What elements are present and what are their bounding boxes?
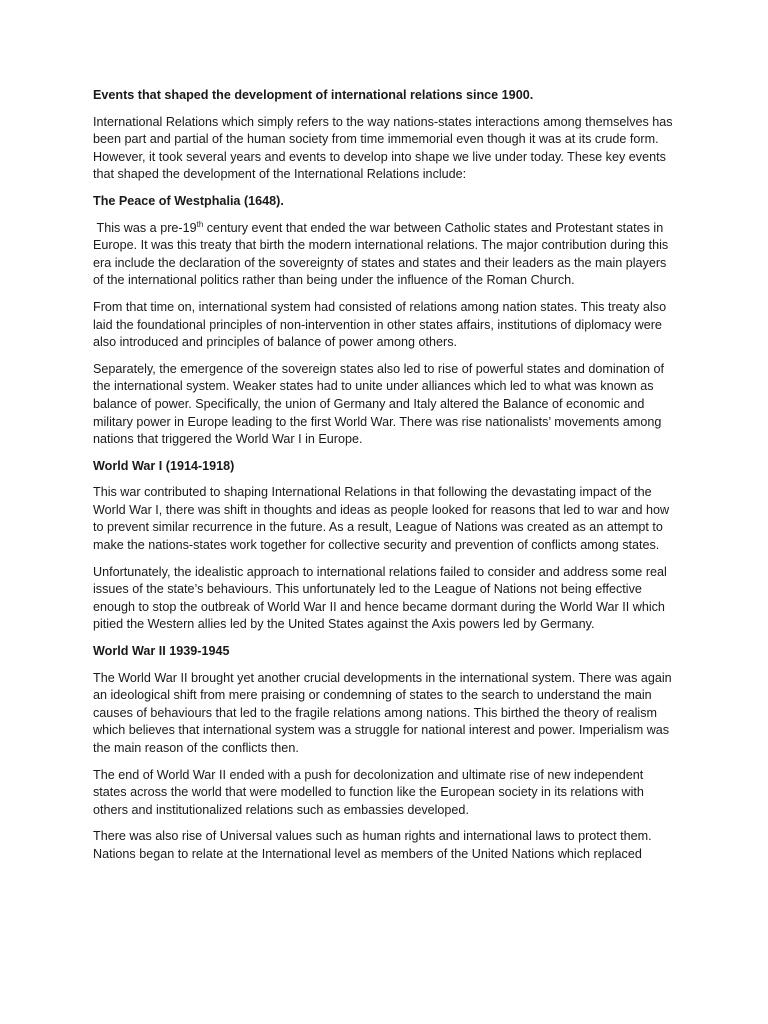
ww1-paragraph-1: This war contributed to shaping International Relations in that following the devastating impact of the World War I, there was shift in thoughts and ideas as people looked for reasons that led to war and how to prevent similar recurrence in the future. As a result, League of Nations was created as an attempt to make the nations-states work together for collective security and prevention of conflicts among states. <box>93 485 670 553</box>
document-title: Events that shaped the development of international relations since 1900. <box>93 88 534 102</box>
section-heading-westphalia: The Peace of Westphalia (1648). <box>93 193 284 208</box>
section-heading-ww1: World War I (1914-1918) <box>93 458 235 473</box>
ww2-paragraph-1: The World War II brought yet another crucial developments in the international system. There was again an ideological shift from mere praising or condemning of states to the search to understand the main causes of behaviours that led to the fragile relations among nations. This birthed the theory of realism which believes that international system was a struggle for national interest and power. Imperialism was the main reason of the conflicts then. <box>93 670 672 755</box>
westphalia-paragraph-2: From that time on, international system had consisted of relations among nation states. This treaty also laid the foundational principles of non-intervention in other states affairs, institutions of diplomacy were also introduced and principles of balance of power among others. <box>93 299 667 350</box>
westphalia-paragraph-1 <box>93 220 677 290</box>
westphalia-text-end: century event that ended the war between Catholic states and Protestant states in Europe. It was this treaty that birth the modern international relations. The major contribution during this era include the declaration of the sovereignty of states and states and their leaders as the main players of the international politics rather than being under the influence of the Roman Church. <box>93 220 669 288</box>
superscript-th: th <box>196 219 204 229</box>
ww1-paragraph-2: Unfortunately, the idealistic approach to international relations failed to consider and address some real issues of the state’s behaviours. This unfortunately led to the League of Nations not being effective enough to stop the outbreak of World War II and hence became dormant during the World War II which pitied the Western allies led by the United States against the Axis powers led by Germany. <box>93 564 667 632</box>
ww2-paragraph-2: The end of World War II ended with a push for decolonization and ultimate rise of new independent states across the world that were modelled to function like the European society in its relations with others and institutionalized relations such as embassies developed. <box>93 767 644 817</box>
document-body <box>93 87 677 873</box>
intro-paragraph: International Relations which simply refers to the way nations-states interactions among themselves has been part and partial of the human society from time immemorial even though it was at its crude form. However, it took several years and events to develop into shape we live under today. These key events that shaped the development of the International Relations include: <box>93 114 673 182</box>
westphalia-paragraph-3: Separately, the emergence of the sovereign states also led to rise of powerful states and domination of the international system. Weaker states had to unite under alliances which led to what was known as balance of power. Specifically, the union of Germany and Italy altered the Balance of economic and military power in Europe leading to the first World War. There was rise nationalists’ movements among nations that triggered the World War I in Europe. <box>93 361 665 447</box>
ww2-paragraph-3: There was also rise of Universal values such as human rights and international laws to protect them. Nations began to relate at the International level as members of the United Nations which replaced <box>93 829 652 861</box>
section-heading-ww2: World War II 1939-1945 <box>93 644 230 659</box>
westphalia-text-start: This was a pre-19 <box>93 220 197 235</box>
